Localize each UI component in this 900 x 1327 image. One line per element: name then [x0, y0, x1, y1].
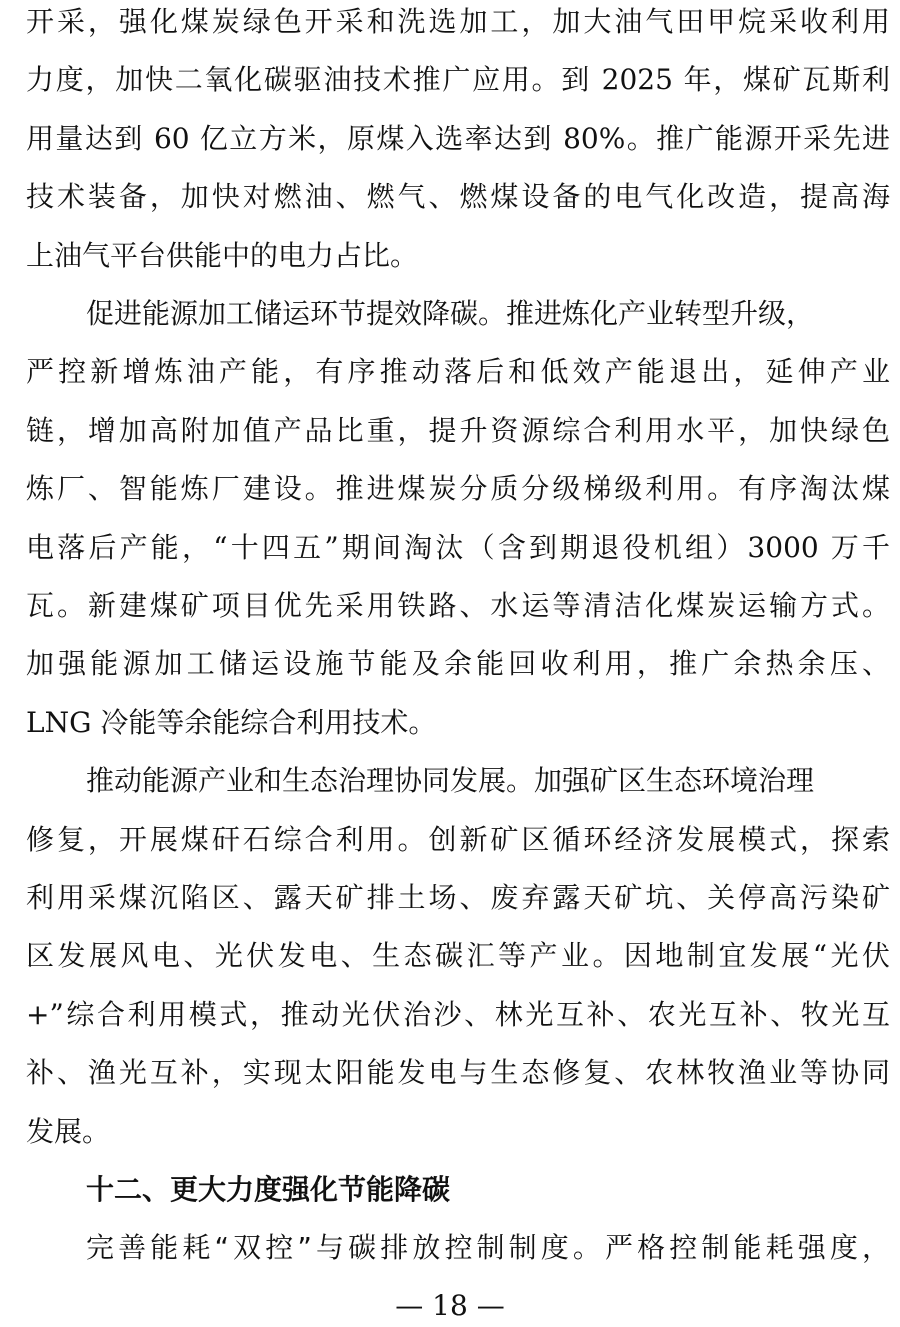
- text-line: [26, 1053, 890, 1093]
- line-text: 利用采煤沉陷区、露天矿排土场、废弃露天矿坑、关停高污染矿: [26, 881, 890, 914]
- text-line: [26, 586, 890, 626]
- text-line: [26, 703, 890, 743]
- line-text: 炼厂、智能炼厂建设。推进煤炭分质分级梯级利用。有序淘汰煤: [26, 472, 890, 506]
- text-line: [26, 2, 890, 42]
- line-text: 链，增加高附加值产品比重，提升资源综合利用水平，加快绿色: [26, 413, 890, 447]
- text-line: [86, 761, 890, 801]
- text-line: [86, 1228, 890, 1268]
- text-line: [26, 936, 890, 976]
- text-line: [26, 236, 890, 276]
- heading-text: 十二、更大力度强化节能降碳: [86, 1173, 451, 1206]
- line-text: 修复，开展煤矸石综合利用。创新矿区循环经济发展模式，探索: [26, 822, 890, 856]
- line-text: 推进炼化产业转型升级，: [506, 297, 815, 330]
- text-line: [26, 878, 890, 918]
- line-text: 开采，强化煤炭绿色开采和洗选加工，加大油气田甲烷采收利用: [26, 5, 890, 38]
- line-text: 加强能源加工储运设施节能及余能回收利用，推广余热余压、: [26, 647, 890, 681]
- text-line: [26, 352, 890, 392]
- text-line: [26, 469, 890, 509]
- paragraph-lead: 完善能耗“双控”与碳排放控制制度。: [86, 1231, 606, 1265]
- text-line: [26, 528, 890, 568]
- text-line: [26, 119, 890, 159]
- text-line: [26, 820, 890, 860]
- paragraph-lead: 促进能源加工储运环节提效降碳。: [86, 297, 507, 330]
- paragraph-lead: 推动能源产业和生态治理协同发展。: [86, 764, 535, 798]
- line-text: 严格控制能耗强度，: [605, 1231, 890, 1265]
- line-text: 补、渔光互补，实现太阳能发电与生态修复、农林牧渔业等协同: [26, 1056, 890, 1090]
- text-line: [26, 644, 890, 684]
- line-text: 力度，加快二氧化碳驱油技术推广应用。到 2025 年，煤矿瓦斯利: [26, 63, 890, 97]
- text-line: [86, 294, 890, 334]
- text-line: [26, 411, 890, 451]
- line-text: 技术装备，加快对燃油、燃气、燃煤设备的电气化改造，提高海: [26, 180, 890, 214]
- line-text: 加强矿区生态环境治理: [534, 764, 815, 798]
- line-text: 严控新增炼油产能，有序推动落后和低效产能退出，延伸产业: [26, 355, 890, 389]
- text-line: [26, 60, 890, 100]
- line-text: +”综合利用模式，推动光伏治沙、林光互补、农光互补、牧光互: [26, 997, 890, 1031]
- text-line: [26, 995, 890, 1035]
- line-text: LNG 冷能等余能综合利用技术。: [26, 705, 437, 739]
- line-text: 电落后产能，“十四五”期间淘汰（含到期退役机组）3000 万千: [26, 530, 890, 564]
- page-number: — 18 —: [395, 1289, 505, 1322]
- text-line: [26, 1112, 890, 1152]
- line-text: 瓦。新建煤矿项目优先采用铁路、水运等清洁化煤炭运输方式。: [26, 589, 890, 622]
- line-text: 用量达到 60 亿立方米，原煤入选率达到 80%。推广能源开采先进: [26, 121, 890, 155]
- line-text: 发展。: [26, 1114, 111, 1148]
- text-line: [26, 177, 890, 217]
- line-text: 上油气平台供能中的电力占比。: [26, 238, 419, 272]
- line-text: 区发展风电、光伏发电、生态碳汇等产业。因地制宜发展“光伏: [26, 939, 890, 973]
- section-heading: [86, 1170, 890, 1210]
